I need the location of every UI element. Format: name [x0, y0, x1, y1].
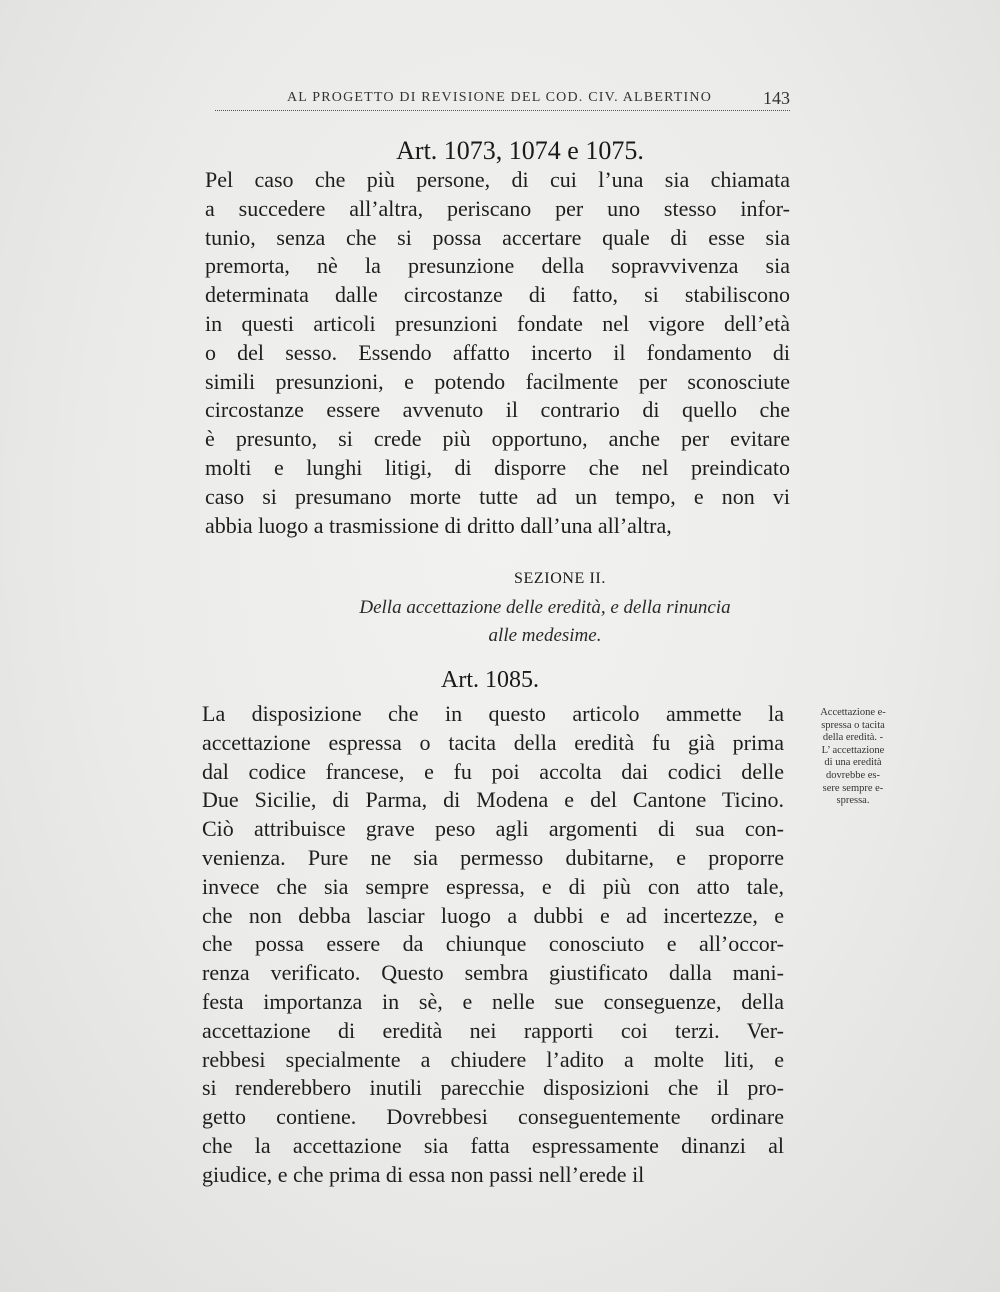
text-line: La disposizione che in questo articolo ammette la: [202, 701, 784, 726]
article-heading-1085: Art. 1085.: [441, 667, 539, 693]
margin-note-line: della eredità. -: [822, 732, 884, 744]
text-line: che possa essere da chiunque conosciuto e all’occor-: [202, 931, 784, 957]
text-line: giudice, e che prima di essa non passi nell’erede il: [202, 1161, 645, 1187]
margin-note-line: spressa.: [836, 795, 870, 807]
text-line: in questi articoli presunzioni fondate nel vigore dell’età: [205, 310, 790, 336]
text-line: è presunto, si crede più opportuno, anche per evitare: [205, 426, 790, 452]
margin-note-line: L’ accettazione: [821, 744, 885, 756]
margin-note-line: spressa o tacita: [821, 719, 885, 731]
text-line: si renderebbero inutili parecchie disposizioni che il pro-: [202, 1075, 784, 1101]
text-line: determinata dalle circostanze di fatto, si stabiliscono: [205, 282, 790, 308]
text-line: Ciò attribuisce grave peso agli argomenti di sua con-: [202, 816, 784, 842]
margin-note-line: dovrebbe es-: [826, 769, 880, 781]
margin-note-line: di una eredità: [824, 757, 882, 769]
text-line: molti e lunghi litigi, di disporre che nel preindicato: [205, 454, 790, 480]
text-line: rebbesi specialmente a chiudere l’adito a molte liti, e: [202, 1046, 784, 1072]
text-line: circostanze essere avvenuto il contrario di quello che: [205, 397, 790, 423]
margin-note: [798, 707, 908, 808]
running-head-title: AL PROGETTO DI REVISIONE DEL COD. CIV. ALBERTINO: [287, 90, 713, 105]
text-line: dal codice francese, e fu poi accolta dai codici delle: [202, 758, 784, 784]
page-number: 143: [763, 88, 790, 108]
text-line: getto contiene. Dovrebbesi conseguentemente ordinare: [202, 1104, 784, 1130]
header-rule: [215, 110, 790, 111]
text-line: festa importanza in sè, e nelle sue conseguenze, della: [202, 988, 784, 1014]
text-line: che la accettazione sia fatta espressamente dinanzi al: [202, 1132, 784, 1158]
text-line: premorta, nè la presunzione della sopravvivenza sia: [205, 253, 790, 279]
text-line: che non debba lasciar luogo a dubbi e ad incertezze, e: [202, 902, 784, 928]
text-line: abbia luogo a trasmissione di dritto dall’una all’altra,: [205, 512, 672, 538]
text-line: renza verificato. Questo sembra giustificato dalla mani-: [202, 960, 784, 986]
margin-note-line: Accettazione e-: [820, 707, 886, 718]
text-line: tunio, senza che si possa accertare quale di esse sia: [205, 224, 790, 250]
text-line: accettazione espressa o tacita della eredità fu già prima: [202, 729, 784, 755]
text-line: o del sesso. Essendo affatto incerto il fondamento di: [205, 339, 790, 365]
article-1085-paragraph: [202, 700, 784, 1190]
text-line: venienza. Pure ne sia permesso dubitarne, e proporre: [202, 844, 784, 870]
running-head: [215, 88, 790, 118]
section-label: SEZIONE II.: [514, 570, 606, 587]
text-line: Pel caso che più persone, di cui l’una sia chiamata: [205, 167, 790, 192]
text-line: Due Sicilie, di Parma, di Modena e del Cantone Ticino.: [202, 787, 784, 813]
text-line: invece che sia sempre espressa, e di più con atto tale,: [202, 873, 784, 899]
text-line: accettazione di eredità nei rapporti coi terzi. Ver-: [202, 1017, 784, 1043]
text-line: simili presunzioni, e potendo facilmente per sconosciute: [205, 368, 790, 394]
text-line: caso si presumano morte tutte ad un tempo, e non vi: [205, 483, 790, 509]
section-title-line-1: Della accettazione delle eredità, e della rinuncia: [359, 597, 731, 618]
section-title-line-2: alle medesime.: [488, 625, 602, 646]
article-heading-1073: Art. 1073, 1074 e 1075.: [396, 136, 644, 165]
article-1073-paragraph: [205, 166, 790, 540]
margin-note-line: sere sempre e-: [822, 782, 884, 794]
text-line: a succedere all’altra, periscano per uno stesso infor-: [205, 195, 790, 221]
